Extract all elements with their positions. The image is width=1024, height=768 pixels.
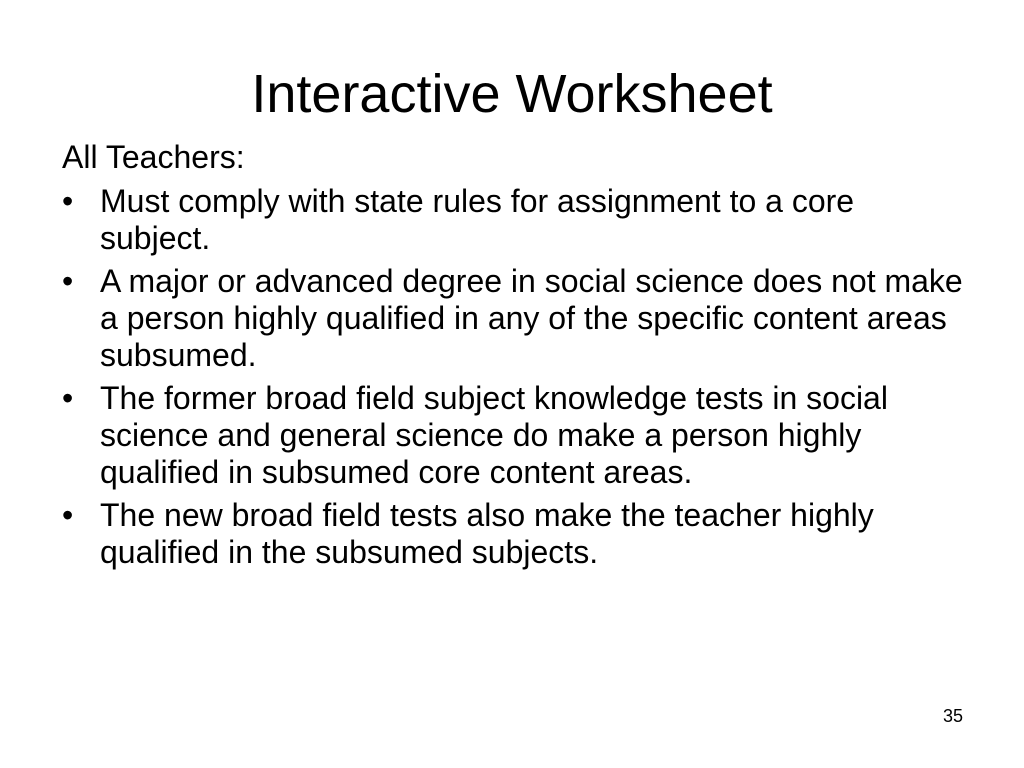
bullet-item	[62, 263, 972, 374]
page-number: 35	[942, 706, 963, 726]
slide-title: Interactive Worksheet	[251, 64, 773, 124]
intro-text: All Teachers:	[62, 139, 245, 175]
slide-body	[62, 139, 972, 577]
bullet-item	[62, 497, 972, 571]
bullet-icon: •	[62, 263, 74, 299]
bullet-item	[62, 380, 972, 491]
bullet-text: Must comply with state rules for assignment to a core subject.	[100, 183, 855, 256]
bullet-item	[62, 183, 972, 257]
bullet-icon: •	[62, 497, 74, 533]
bullet-text: The new broad field tests also make the teacher highly qualified in the subsumed subjects.	[100, 497, 874, 570]
bullet-text: The former broad field subject knowledge tests in social science and general science do make a person highly qualified in subsumed core content areas.	[100, 380, 888, 490]
bullet-list	[62, 183, 972, 571]
bullet-text: A major or advanced degree in social science does not make a person highly qualified in any of the specific content areas subsumed.	[100, 263, 963, 373]
bullet-icon: •	[62, 380, 74, 416]
bullet-icon: •	[62, 183, 74, 219]
